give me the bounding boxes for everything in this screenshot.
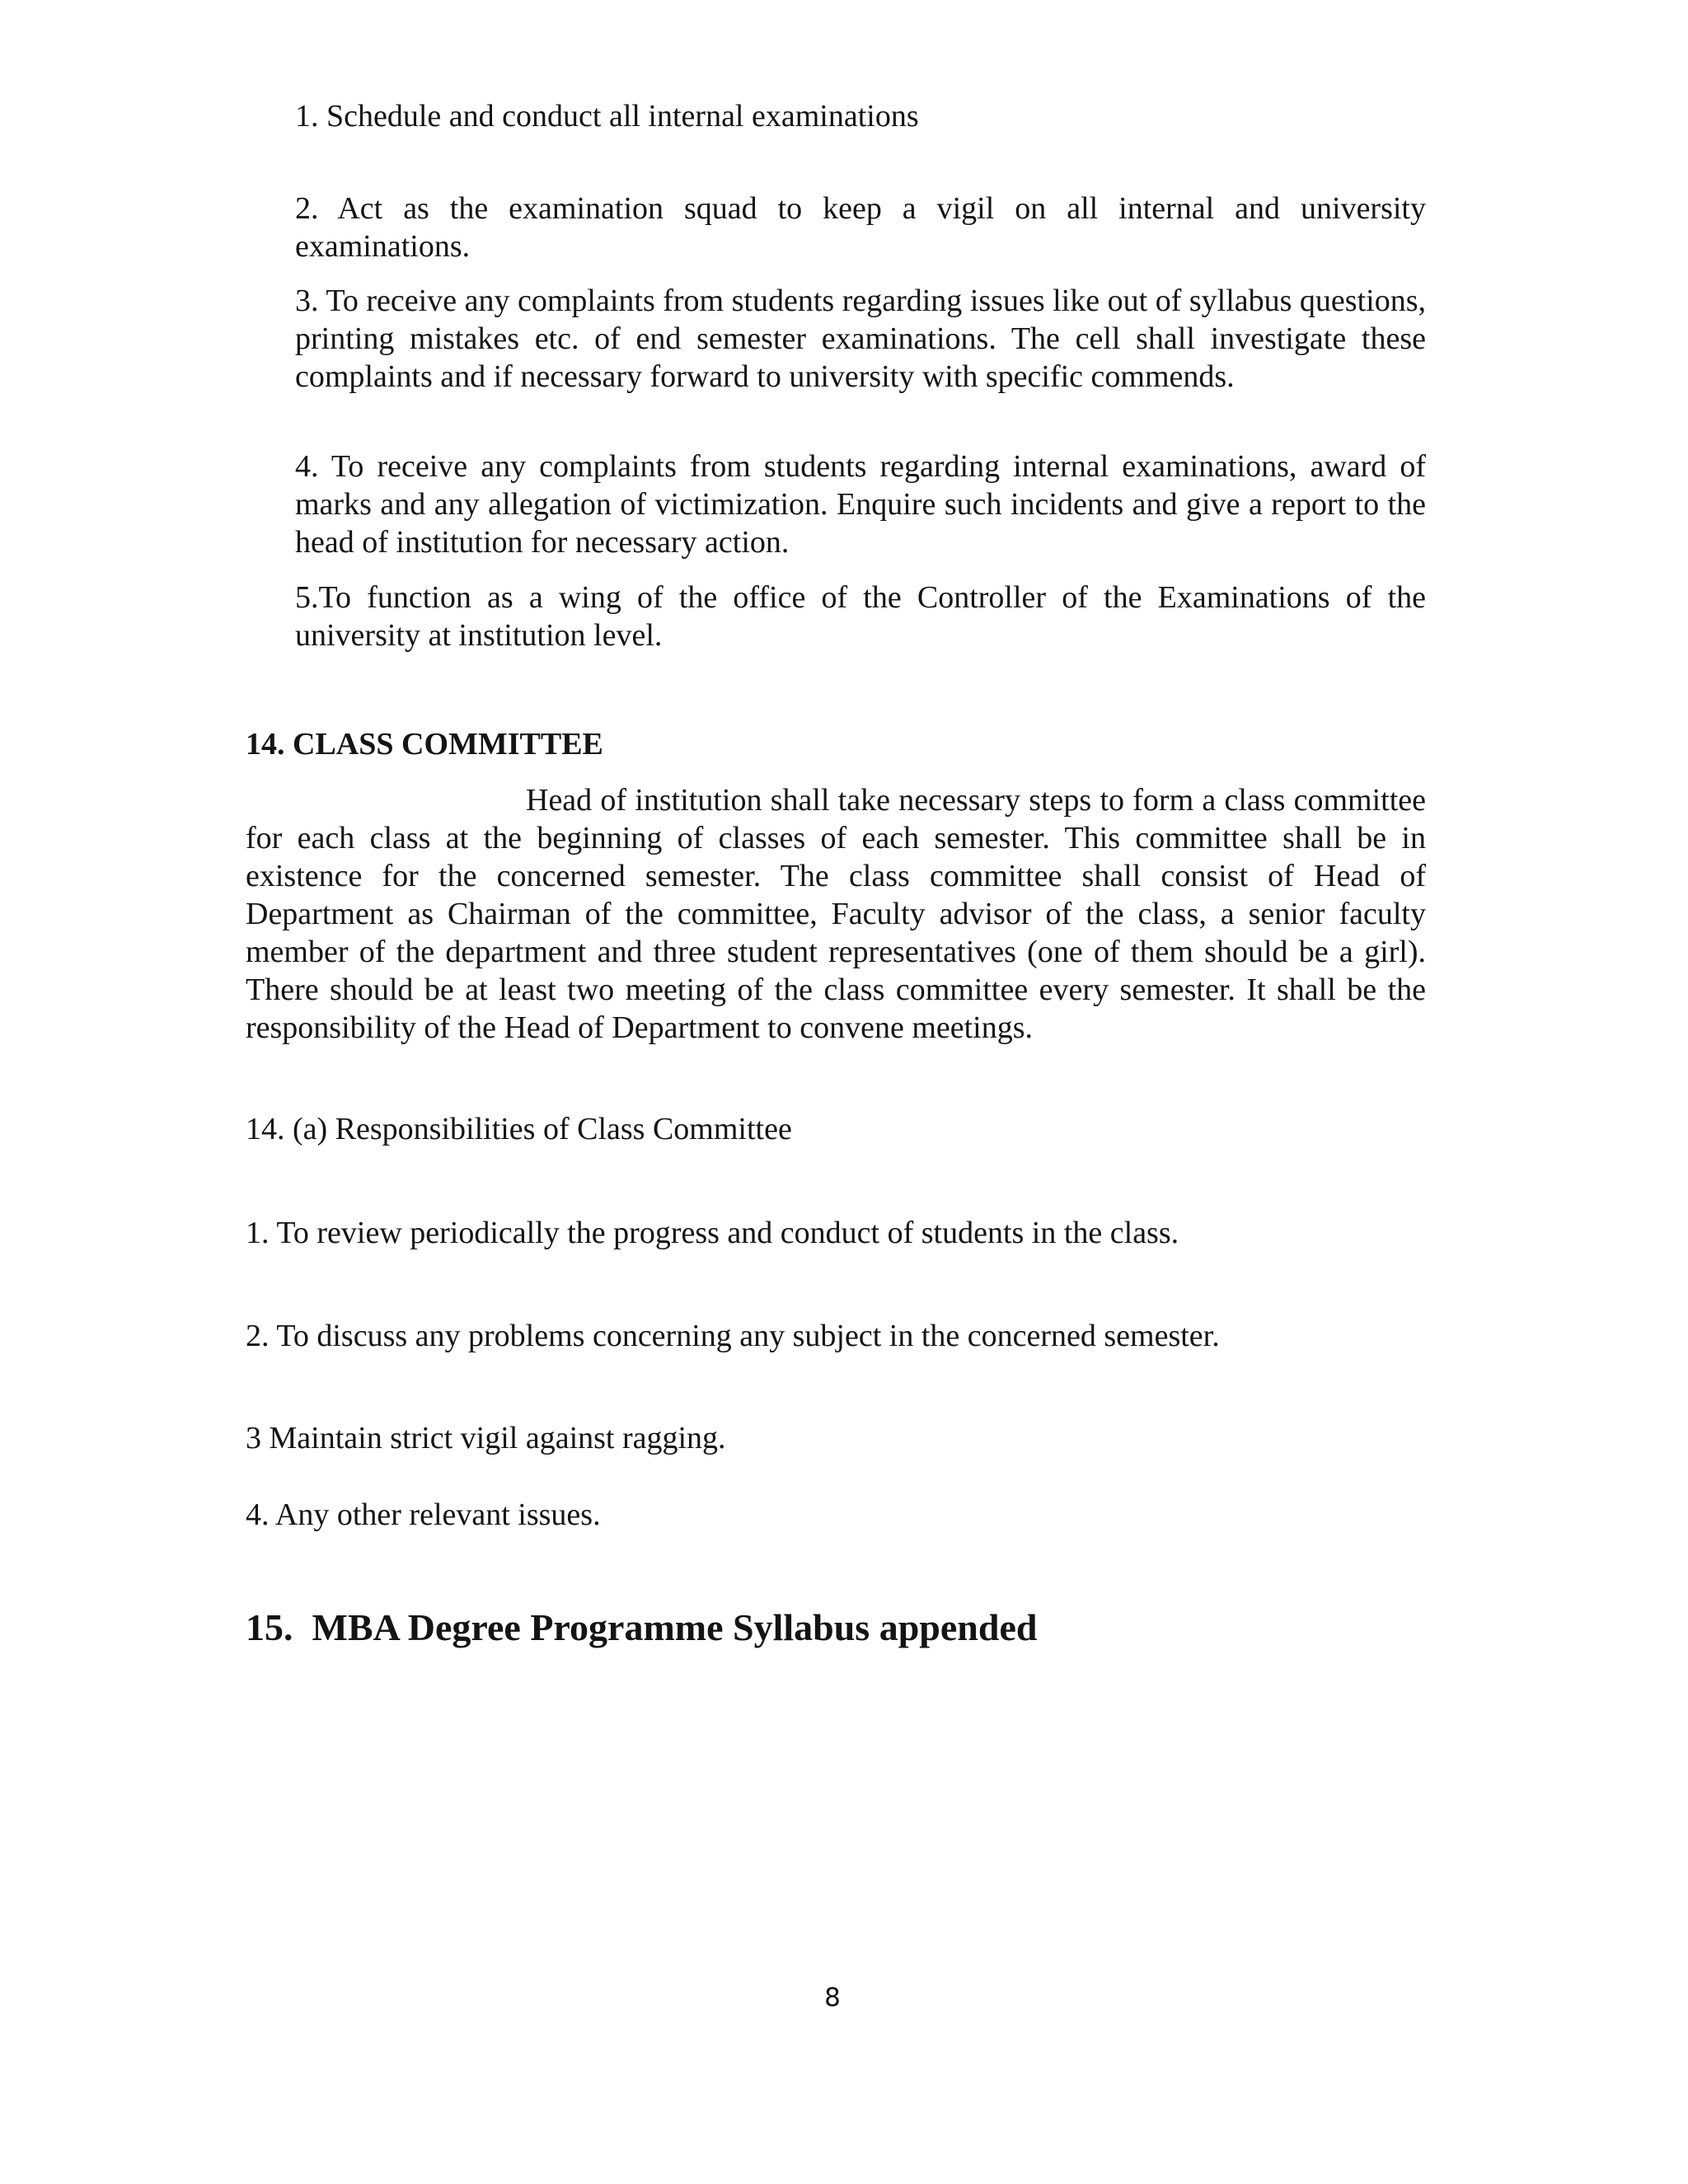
exam-cell-item-4: 4. To receive any complaints from students regarding internal examinations, award of marks and any allegation of victimization. Enquire such incidents and give a report to the head of institution for necessary action. [295, 449, 1426, 560]
responsibility-item-3: 3 Maintain strict vigil against ragging. [246, 1421, 726, 1455]
exam-cell-item-1: 1. Schedule and conduct all internal examinations [295, 99, 919, 134]
responsibilities-heading: 14. (a) Responsibilities of Class Committee [246, 1112, 792, 1146]
exam-cell-item-5: 5.To function as a wing of the office of the Controller of the Examinations of the university at institution level. [295, 580, 1426, 653]
class-committee-body: Head of institution shall take necessary steps to form a class committee for each class at the beginning of classes of each semester. This committee shall be in existence for the concerned semester. The class committee shall consist of Head of Department as Chairman of the committee, Faculty advisor of the class, a senior faculty member of the department and three student representatives (one of them should be a girl). There should be at least two meeting of the class committee every semester. It shall be the responsibility of the Head of Department to convene meetings. [246, 783, 1426, 1045]
exam-cell-item-3: 3. To receive any complaints from students regarding issues like out of syllabus questions, printing mistakes etc. of end semester examinations. The cell shall investigate these complaints and if necessary forward to university with specific commends. [295, 284, 1426, 394]
class-committee-heading: 14. CLASS COMMITTEE [246, 727, 603, 762]
section-15-heading: 15. MBA Degree Programme Syllabus appended [246, 1606, 1038, 1648]
page-number: 8 [824, 1983, 841, 2013]
responsibility-item-4: 4. Any other relevant issues. [246, 1497, 601, 1532]
responsibility-item-1: 1. To review periodically the progress and conduct of students in the class. [246, 1216, 1179, 1250]
responsibility-item-2: 2. To discuss any problems concerning any subject in the concerned semester. [246, 1319, 1220, 1353]
exam-cell-item-2: 2. Act as the examination squad to keep a vigil on all internal and university examinations. [295, 191, 1426, 264]
